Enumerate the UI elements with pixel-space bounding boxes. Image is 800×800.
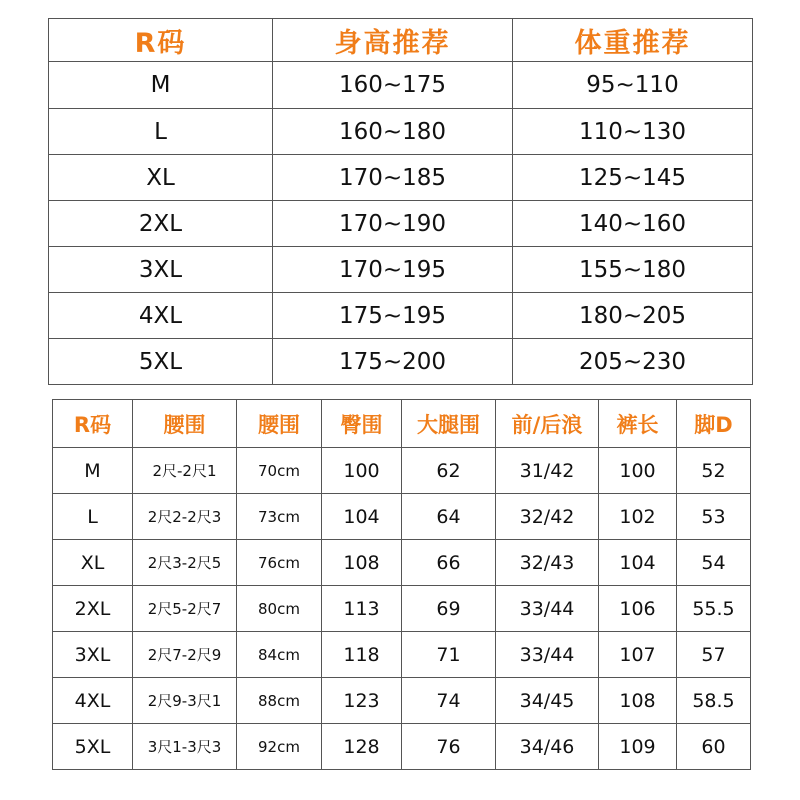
header-waist-chi: 腰围 bbox=[133, 400, 237, 448]
hip-cell: 100 bbox=[322, 448, 402, 494]
measurement-table bbox=[52, 399, 751, 770]
header-leg-opening: 脚D bbox=[677, 400, 751, 448]
size-cell: M bbox=[53, 448, 133, 494]
table-row bbox=[53, 724, 751, 770]
height-cell: 170~195 bbox=[273, 247, 513, 293]
weight-cell: 125~145 bbox=[513, 155, 753, 201]
hip-cell: 128 bbox=[322, 724, 402, 770]
height-cell: 160~175 bbox=[273, 62, 513, 109]
waist-chi-cell: 2尺7-2尺9 bbox=[133, 632, 237, 678]
leg-opening-cell: 58.5 bbox=[677, 678, 751, 724]
rise-cell: 31/42 bbox=[496, 448, 599, 494]
weight-cell: 205~230 bbox=[513, 339, 753, 385]
hip-cell: 118 bbox=[322, 632, 402, 678]
leg-opening-cell: 55.5 bbox=[677, 586, 751, 632]
thigh-cell: 74 bbox=[402, 678, 496, 724]
length-cell: 104 bbox=[599, 540, 677, 586]
size-cell: XL bbox=[49, 155, 273, 201]
table-row bbox=[49, 109, 753, 155]
header-thigh: 大腿围 bbox=[402, 400, 496, 448]
header-height-recommendation: 身高推荐 bbox=[273, 19, 513, 62]
leg-opening-cell: 53 bbox=[677, 494, 751, 540]
size-cell: 3XL bbox=[53, 632, 133, 678]
height-cell: 175~195 bbox=[273, 293, 513, 339]
waist-cm-cell: 76cm bbox=[237, 540, 322, 586]
table-row bbox=[49, 293, 753, 339]
table-row bbox=[49, 339, 753, 385]
table-header-row bbox=[49, 19, 753, 62]
thigh-cell: 62 bbox=[402, 448, 496, 494]
length-cell: 107 bbox=[599, 632, 677, 678]
height-weight-recommendation-table bbox=[48, 18, 753, 385]
waist-chi-cell: 2尺5-2尺7 bbox=[133, 586, 237, 632]
size-cell: L bbox=[53, 494, 133, 540]
length-cell: 102 bbox=[599, 494, 677, 540]
waist-cm-cell: 73cm bbox=[237, 494, 322, 540]
rise-cell: 33/44 bbox=[496, 586, 599, 632]
table-row bbox=[53, 586, 751, 632]
size-cell: 5XL bbox=[49, 339, 273, 385]
waist-chi-cell: 2尺2-2尺3 bbox=[133, 494, 237, 540]
hip-cell: 123 bbox=[322, 678, 402, 724]
header-size: R码 bbox=[49, 19, 273, 62]
waist-cm-cell: 80cm bbox=[237, 586, 322, 632]
length-cell: 108 bbox=[599, 678, 677, 724]
length-cell: 106 bbox=[599, 586, 677, 632]
length-cell: 100 bbox=[599, 448, 677, 494]
header-size: R码 bbox=[53, 400, 133, 448]
waist-chi-cell: 3尺1-3尺3 bbox=[133, 724, 237, 770]
weight-cell: 155~180 bbox=[513, 247, 753, 293]
size-cell: 4XL bbox=[53, 678, 133, 724]
rise-cell: 34/45 bbox=[496, 678, 599, 724]
rise-cell: 32/42 bbox=[496, 494, 599, 540]
weight-cell: 180~205 bbox=[513, 293, 753, 339]
height-cell: 175~200 bbox=[273, 339, 513, 385]
table-row bbox=[53, 678, 751, 724]
thigh-cell: 69 bbox=[402, 586, 496, 632]
table-row bbox=[49, 155, 753, 201]
table-row bbox=[53, 540, 751, 586]
rise-cell: 34/46 bbox=[496, 724, 599, 770]
header-waist-cm: 腰围 bbox=[237, 400, 322, 448]
header-pants-length: 裤长 bbox=[599, 400, 677, 448]
table-row bbox=[53, 448, 751, 494]
header-weight-recommendation: 体重推荐 bbox=[513, 19, 753, 62]
size-cell: 2XL bbox=[53, 586, 133, 632]
table-row bbox=[49, 247, 753, 293]
waist-chi-cell: 2尺3-2尺5 bbox=[133, 540, 237, 586]
waist-cm-cell: 84cm bbox=[237, 632, 322, 678]
weight-cell: 140~160 bbox=[513, 201, 753, 247]
size-cell: 3XL bbox=[49, 247, 273, 293]
waist-cm-cell: 70cm bbox=[237, 448, 322, 494]
rise-cell: 32/43 bbox=[496, 540, 599, 586]
waist-chi-cell: 2尺-2尺1 bbox=[133, 448, 237, 494]
table-row bbox=[53, 632, 751, 678]
thigh-cell: 64 bbox=[402, 494, 496, 540]
thigh-cell: 76 bbox=[402, 724, 496, 770]
rise-cell: 33/44 bbox=[496, 632, 599, 678]
size-cell: 2XL bbox=[49, 201, 273, 247]
waist-cm-cell: 88cm bbox=[237, 678, 322, 724]
height-cell: 170~185 bbox=[273, 155, 513, 201]
hip-cell: 108 bbox=[322, 540, 402, 586]
size-cell: L bbox=[49, 109, 273, 155]
leg-opening-cell: 54 bbox=[677, 540, 751, 586]
size-cell: 5XL bbox=[53, 724, 133, 770]
leg-opening-cell: 60 bbox=[677, 724, 751, 770]
header-front-back-rise: 前/后浪 bbox=[496, 400, 599, 448]
length-cell: 109 bbox=[599, 724, 677, 770]
waist-cm-cell: 92cm bbox=[237, 724, 322, 770]
table-header-row bbox=[53, 400, 751, 448]
height-cell: 170~190 bbox=[273, 201, 513, 247]
table-row bbox=[53, 494, 751, 540]
table-row bbox=[49, 201, 753, 247]
leg-opening-cell: 57 bbox=[677, 632, 751, 678]
leg-opening-cell: 52 bbox=[677, 448, 751, 494]
thigh-cell: 66 bbox=[402, 540, 496, 586]
hip-cell: 104 bbox=[322, 494, 402, 540]
table-row bbox=[49, 62, 753, 109]
thigh-cell: 71 bbox=[402, 632, 496, 678]
waist-chi-cell: 2尺9-3尺1 bbox=[133, 678, 237, 724]
size-cell: 4XL bbox=[49, 293, 273, 339]
weight-cell: 110~130 bbox=[513, 109, 753, 155]
size-cell: M bbox=[49, 62, 273, 109]
size-cell: XL bbox=[53, 540, 133, 586]
hip-cell: 113 bbox=[322, 586, 402, 632]
weight-cell: 95~110 bbox=[513, 62, 753, 109]
header-hip: 臀围 bbox=[322, 400, 402, 448]
height-cell: 160~180 bbox=[273, 109, 513, 155]
